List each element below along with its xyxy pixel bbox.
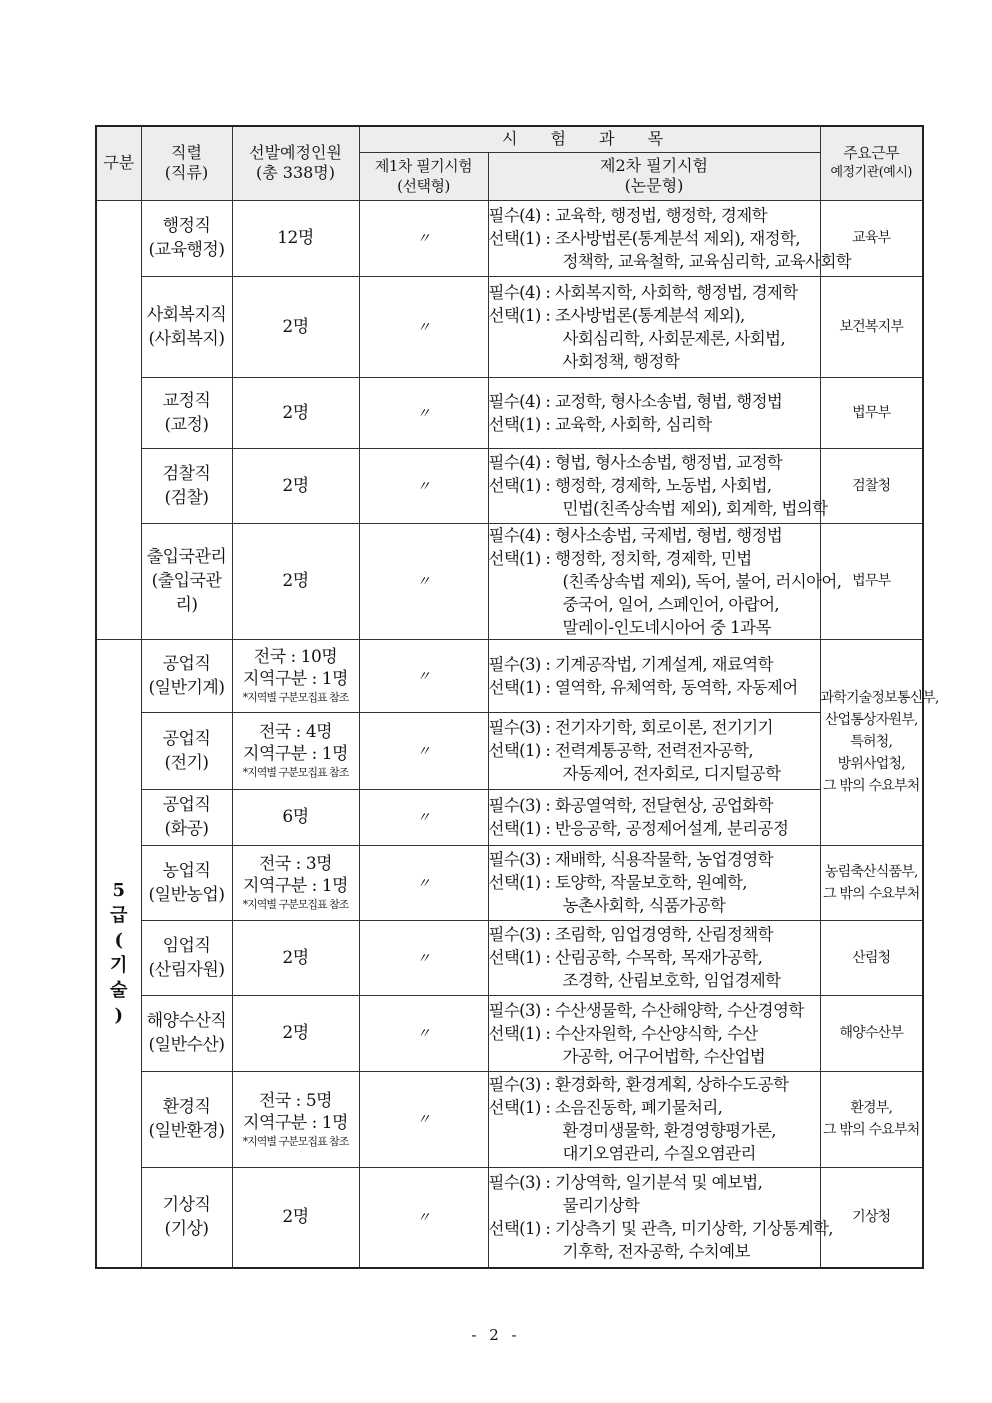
first-exam-cell [359,523,488,639]
category-cell-technical [96,639,141,1268]
position-cell [141,1071,232,1167]
agency-cell [820,1167,923,1268]
header-count: 선발예정인원 (총 338명) [232,126,359,200]
agency-text: 교육부 [852,230,891,246]
ditto-mark: 〃 [416,743,431,760]
position-text: 공업직 [162,728,211,749]
table-row [96,845,923,920]
subject-line: 민법(친족상속법 제외), 회계학, 법의학 [562,499,828,518]
header-second-exam: 제2차 필기시험 (논문형) [488,152,820,200]
region-note: *지역별 구분모집표 참조 [242,766,349,779]
position-text: 검찰직 [162,463,211,484]
subject-line: 정책학, 교육철학, 교육심리학, 교육사회학 [562,251,852,271]
table-row [96,1167,923,1268]
position-text: (일반기계) [148,677,225,698]
second-exam-subjects [488,995,820,1071]
first-exam-cell [359,995,488,1071]
agency-cell [820,845,923,920]
first-exam-cell [359,920,488,995]
table-row [96,995,923,1071]
ditto-mark: 〃 [416,319,431,336]
position-cell [141,200,232,276]
category-char: 기 [110,955,128,977]
position-cell [141,639,232,712]
subject-line: 가공학, 어구어법학, 수산업법 [562,1046,766,1066]
subject-line: 선택(1) : 소음진동학, 폐기물처리, [488,1098,723,1117]
agency-text: 과학기술정보통신부, [820,690,939,706]
count-text: 전국 : 4명 [258,722,333,742]
subject-line: 필수(3) : 재배학, 식용작물학, 농업경영학 [488,850,773,869]
position-text: 농업직 [162,860,211,881]
ditto-mark: 〃 [416,405,431,422]
subject-line: 환경미생물학, 환경영향평가론, [562,1121,776,1140]
position-text: (전기) [164,752,209,773]
count-text: 2명 [282,947,309,968]
count-cell [232,789,359,845]
position-text: 사회복지직 [146,304,227,325]
region-note: *지역별 구분모집표 참조 [242,691,349,704]
agency-cell [820,995,923,1071]
agency-text: 산업통상자원부, [824,712,918,728]
position-text: (일반수산) [148,1035,225,1055]
subject-line: 필수(3) : 기계공작법, 기계설계, 재료역학 [488,654,773,674]
position-text: 공업직 [162,795,211,815]
first-exam-cell [359,200,488,276]
subject-line: 중국어, 일어, 스페인어, 아랍어, [562,594,780,614]
position-cell [141,276,232,377]
position-text: (화공) [164,819,209,839]
agency-cell [820,448,923,523]
subject-line: 필수(3) : 화공열역학, 전달현상, 공업화학 [488,796,773,815]
count-cell [232,845,359,920]
position-text: (사회복지) [148,328,225,349]
agency-cell [820,276,923,377]
agency-text: 법무부 [852,573,891,589]
count-cell [232,920,359,995]
count-cell [232,639,359,712]
second-exam-subjects [488,1167,833,1268]
position-text: 행정직 [162,216,211,236]
count-text: 전국 : 10명 [253,647,338,667]
category-char: 5 [112,880,126,902]
position-cell [141,995,232,1071]
first-exam-cell [359,845,488,920]
ditto-mark: 〃 [416,478,431,495]
ditto-mark: 〃 [416,1210,431,1227]
count-text: 2명 [282,402,309,423]
count-text: 지역구분 : 1명 [243,1112,348,1133]
header-position: 직렬 (직류) [141,126,232,200]
subject-line: 필수(3) : 수산생물학, 수산해양학, 수산경영학 [488,1000,804,1020]
first-exam-cell [359,276,488,377]
second-exam-subjects [488,377,820,448]
exam-subjects-table [95,125,939,1269]
subject-line: 선택(1) : 교육학, 사회학, 심리학 [488,414,712,434]
agency-text: 그 밖의 수요부처 [823,885,920,902]
second-exam-subjects [488,845,820,920]
agency-cell [820,377,923,448]
first-exam-cell [359,1071,488,1167]
ditto-mark: 〃 [416,574,431,590]
count-cell [232,712,359,789]
table-row [96,789,923,845]
page-number: - 2 - [471,1326,521,1344]
subject-line: 선택(1) : 조사방법론(통계분석 제외), 재정학, [488,228,800,248]
count-cell [232,377,359,448]
agency-text: 그 밖의 수요부처 [823,778,920,794]
subject-line: 선택(1) : 기상측기 및 관측, 미기상학, 기상통계학, [488,1219,833,1239]
subject-line: 필수(4) : 교육학, 행정법, 행정학, 경제학 [488,205,767,225]
position-cell [141,789,232,845]
subject-line: 조경학, 산림보호학, 임업경제학 [562,971,781,990]
position-text: (교정) [164,414,209,435]
category-char: 술 [110,980,128,1002]
subject-line: 필수(3) : 전기자기학, 회로이론, 전기기기 [488,718,773,737]
count-text: 2명 [282,571,309,591]
subject-line: (친족상속법 제외), 독어, 불어, 러시아어, [562,571,842,591]
header-category: 구분 [96,126,141,200]
region-note: *지역별 구분모집표 참조 [242,898,349,911]
position-text: (일반환경) [148,1121,225,1141]
table-row [96,639,923,712]
table-row [96,276,923,377]
subject-line: 사회심리학, 사회문제론, 사회법, [562,328,786,348]
subject-line: 필수(3) : 기상역학, 일기분석 및 예보법, [488,1173,763,1193]
subject-line: 필수(3) : 조림학, 임업경영학, 산림정책학 [488,925,773,944]
header-agency: 주요근무 예정기관(예시) [820,126,923,200]
subject-line: 농촌사회학, 식품가공학 [562,896,726,915]
agency-text: 방위사업청, [837,756,905,772]
count-text: 2명 [282,1023,309,1043]
count-cell [232,448,359,523]
table-row [96,1071,923,1167]
position-cell [141,920,232,995]
subject-line: 선택(1) : 열역학, 유체역학, 동역학, 자동제어 [488,677,798,697]
subject-line: 자동제어, 전자회로, 디지털공학 [562,764,781,783]
subject-line: 필수(4) : 형사소송법, 국제법, 형법, 행정법 [488,525,783,545]
category-char: ) [114,1005,124,1027]
agency-text: 기상청 [852,1209,891,1226]
position-cell [141,448,232,523]
count-text: 지역구분 : 1명 [243,876,348,896]
second-exam-subjects [488,200,852,276]
table-row [96,523,923,639]
table-row [96,712,923,789]
ditto-mark: 〃 [416,1026,431,1042]
count-cell [232,995,359,1071]
ditto-mark: 〃 [416,1112,431,1128]
header-exam-subjects: 시 험 과 목 [359,126,820,152]
position-text: 출입국관리 [146,547,227,567]
subject-line: 선택(1) : 전력계통공학, 전력전자공학, [488,741,754,760]
position-text: 공업직 [162,653,211,674]
position-cell [141,377,232,448]
position-text: 임업직 [162,935,211,956]
position-text: 교정직 [162,390,211,411]
second-exam-subjects [488,448,828,523]
subject-line: 필수(4) : 사회복지학, 사회학, 행정법, 경제학 [488,282,798,302]
count-cell [232,276,359,377]
count-text: 6명 [282,807,309,827]
region-note: *지역별 구분모집표 참조 [242,1134,349,1148]
agency-text: 그 밖의 수요부처 [823,1122,920,1138]
agency-text: 보건복지부 [839,318,904,335]
agency-text: 법무부 [852,404,891,421]
subject-line: 선택(1) : 조사방법론(통계분석 제외), [488,305,745,325]
position-text: (기상) [164,1219,209,1240]
ditto-mark: 〃 [416,950,431,967]
count-text: 지역구분 : 1명 [243,744,348,764]
first-exam-cell [359,712,488,789]
position-cell [141,845,232,920]
table-row [96,448,923,523]
subject-line: 선택(1) : 반응공학, 공정제어설계, 분리공정 [488,819,789,838]
position-cell [141,1167,232,1268]
subject-line: 사회정책, 행정학 [562,351,680,371]
position-text: (일반농업) [148,884,225,905]
ditto-mark: 〃 [416,875,431,892]
agency-text: 환경부, [850,1100,893,1116]
subject-line: 기후학, 전자공학, 수치예보 [562,1242,750,1262]
agency-text: 해양수산부 [839,1025,904,1041]
first-exam-cell [359,1167,488,1268]
position-cell [141,712,232,789]
subject-line: 필수(4) : 교정학, 형사소송법, 형법, 행정법 [488,391,783,411]
count-text: 2명 [282,475,309,496]
table-row [96,200,923,276]
subject-line: 필수(4) : 형법, 형사소송법, 행정법, 교정학 [488,453,783,472]
subject-line: 필수(3) : 환경화학, 환경계획, 상하수도공학 [488,1075,789,1094]
position-text: 해양수산직 [146,1011,227,1031]
count-text: 지역구분 : 1명 [243,669,348,689]
subject-line: 대기오염관리, 수질오염관리 [562,1144,756,1163]
first-exam-cell [359,448,488,523]
ditto-mark: 〃 [416,231,431,247]
subject-line: 선택(1) : 산림공학, 수목학, 목재가공학, [488,948,763,967]
agency-cell [820,639,939,845]
ditto-mark: 〃 [416,668,431,685]
second-exam-subjects [488,920,820,995]
count-cell [232,523,359,639]
position-text: (검찰) [164,487,209,508]
position-cell [141,523,232,639]
second-exam-subjects [488,639,820,712]
second-exam-subjects [488,276,820,377]
subject-line: 말레이-인도네시아어 중 1과목 [562,617,771,637]
count-text: 전국 : 5명 [258,1090,333,1111]
count-cell [232,1167,359,1268]
header-first-exam: 제1차 필기시험 (선택형) [359,152,488,200]
table-row [96,377,923,448]
second-exam-subjects [488,1071,820,1167]
agency-cell [820,1071,923,1167]
count-text: 2명 [282,316,309,337]
first-exam-cell [359,377,488,448]
count-text: 12명 [277,228,314,248]
position-text: 기상직 [162,1195,211,1216]
agency-cell [820,920,923,995]
agency-text: 검찰청 [852,477,891,494]
subject-line: 선택(1) : 행정학, 경제학, 노동법, 사회법, [488,476,772,495]
position-text: 환경직 [162,1097,211,1117]
position-text: (교육행정) [148,240,225,260]
category-cell-admin [96,200,141,639]
count-cell [232,1071,359,1167]
count-text: 전국 : 3명 [258,854,333,874]
second-exam-subjects [488,789,820,845]
first-exam-cell [359,789,488,845]
agency-text: 산림청 [852,949,891,966]
table-row [96,920,923,995]
position-text: (산림자원) [148,959,225,980]
ditto-mark: 〃 [416,810,431,826]
subject-line: 선택(1) : 토양학, 작물보호학, 원예학, [488,873,747,892]
category-char: 급 [110,905,128,927]
count-text: 2명 [282,1207,309,1228]
count-cell [232,200,359,276]
subject-line: 물리기상학 [562,1196,640,1216]
first-exam-cell [359,639,488,712]
agency-text: 특허청, [850,734,893,750]
category-char: ( [114,930,124,952]
second-exam-subjects [488,712,820,789]
subject-line: 선택(1) : 행정학, 정치학, 경제학, 민법 [488,548,752,568]
position-text: (출입국관리) [151,571,222,615]
subject-line: 선택(1) : 수산자원학, 수산양식학, 수산 [488,1023,758,1043]
second-exam-subjects [488,523,842,639]
agency-text: 농림축산식품부, [824,863,918,880]
